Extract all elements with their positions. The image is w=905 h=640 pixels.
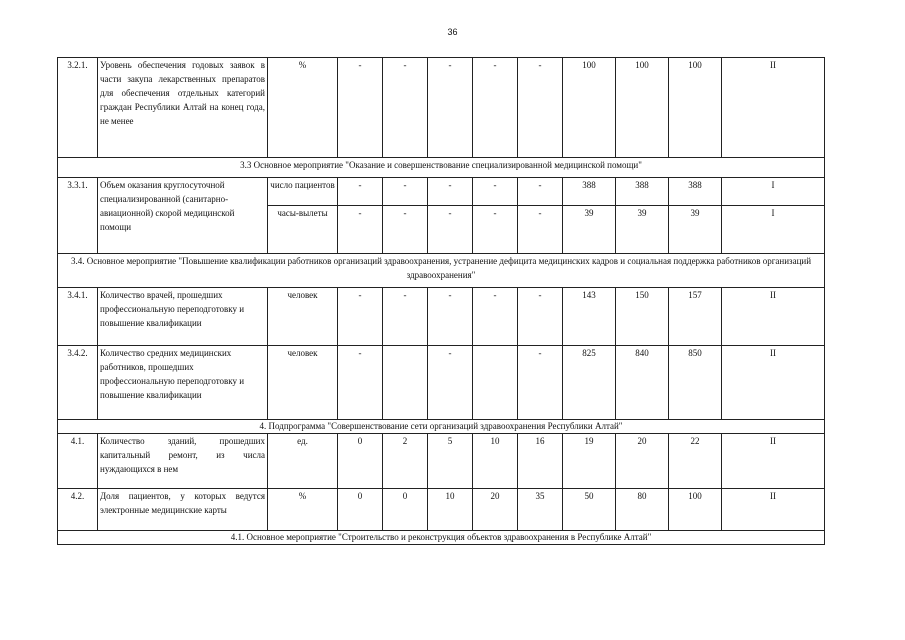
- priority-cell: I: [722, 206, 825, 254]
- unit-cell: часы-вылеты: [268, 206, 338, 254]
- value-cell: 100: [616, 58, 669, 158]
- unit-cell: человек: [268, 346, 338, 420]
- unit-cell: человек: [268, 288, 338, 346]
- value-cell: -: [383, 58, 428, 158]
- value-cell: -: [473, 206, 518, 254]
- value-cell: -: [473, 58, 518, 158]
- value-cell: 100: [669, 488, 722, 530]
- value-cell: 0: [338, 488, 383, 530]
- section-row: [58, 420, 825, 434]
- unit-cell: число пациентов: [268, 178, 338, 206]
- value-cell: 143: [563, 288, 616, 346]
- priority-cell: II: [722, 346, 825, 420]
- value-cell: 80: [616, 488, 669, 530]
- value-cell: 35: [518, 488, 563, 530]
- value-cell: 150: [616, 288, 669, 346]
- value-cell: -: [338, 288, 383, 346]
- value-cell: -: [473, 178, 518, 206]
- value-cell: 388: [616, 178, 669, 206]
- value-cell: [473, 346, 518, 420]
- value-cell: 10: [473, 433, 518, 488]
- value-cell: 10: [428, 488, 473, 530]
- section-row: [58, 530, 825, 544]
- value-cell: -: [518, 346, 563, 420]
- value-cell: 20: [473, 488, 518, 530]
- value-cell: 39: [563, 206, 616, 254]
- row-number: 3.4.1.: [58, 288, 98, 346]
- value-cell: -: [428, 288, 473, 346]
- value-cell: 19: [563, 433, 616, 488]
- value-cell: -: [338, 178, 383, 206]
- priority-cell: II: [722, 433, 825, 488]
- section-title: 3.3 Основное мероприятие "Оказание и совершенствование специализированной медицинской помощи": [58, 158, 825, 178]
- value-cell: 825: [563, 346, 616, 420]
- value-cell: 100: [669, 58, 722, 158]
- priority-cell: II: [722, 488, 825, 530]
- unit-cell: %: [268, 58, 338, 158]
- value-cell: -: [383, 206, 428, 254]
- value-cell: 850: [669, 346, 722, 420]
- section-row: [58, 254, 825, 288]
- value-cell: 5: [428, 433, 473, 488]
- row-number: 3.2.1.: [58, 58, 98, 158]
- value-cell: -: [338, 58, 383, 158]
- value-cell: 39: [616, 206, 669, 254]
- indicators-table: [57, 57, 825, 545]
- value-cell: 2: [383, 433, 428, 488]
- priority-cell: II: [722, 288, 825, 346]
- row-number: 4.2.: [58, 488, 98, 530]
- value-cell: 39: [669, 206, 722, 254]
- value-cell: -: [518, 178, 563, 206]
- indicator-name: Количество зданий, прошедших капитальный ремонт, из числа нуждающихся в нем: [98, 433, 268, 488]
- value-cell: 388: [669, 178, 722, 206]
- value-cell: 16: [518, 433, 563, 488]
- row-number: 4.1.: [58, 433, 98, 488]
- value-cell: -: [428, 58, 473, 158]
- value-cell: 0: [338, 433, 383, 488]
- table-row: [58, 346, 825, 420]
- section-title: 4. Подпрограмма "Совершенствование сети организаций здравоохранения Республики Алтай": [58, 420, 825, 434]
- table-row: [58, 488, 825, 530]
- section-title: 3.4. Основное мероприятие "Повышение квалификации работников организаций здравоохранения, устранение дефицита медицинских кадров и социальная поддержка работников организаций здравоохранения": [58, 254, 825, 288]
- page-number: 36: [447, 27, 458, 37]
- value-cell: -: [383, 288, 428, 346]
- table-row: [58, 433, 825, 488]
- row-number: 3.4.2.: [58, 346, 98, 420]
- indicator-name: Уровень обеспечения годовых заявок в части закупа лекарственных препаратов для обеспечения отдельных категорий граждан Республики Алтай на конец года, не менее: [98, 58, 268, 158]
- value-cell: -: [383, 178, 428, 206]
- priority-cell: II: [722, 58, 825, 158]
- row-number: 3.3.1.: [58, 178, 98, 254]
- value-cell: 840: [616, 346, 669, 420]
- value-cell: 20: [616, 433, 669, 488]
- priority-cell: I: [722, 178, 825, 206]
- section-title: 4.1. Основное мероприятие "Строительство и реконструкция объектов здравоохранения в Республике Алтай": [58, 530, 825, 544]
- value-cell: 388: [563, 178, 616, 206]
- section-row: [58, 158, 825, 178]
- value-cell: -: [518, 58, 563, 158]
- value-cell: [383, 346, 428, 420]
- value-cell: 157: [669, 288, 722, 346]
- value-cell: -: [518, 206, 563, 254]
- indicator-name: Объем оказания круглосуточной специализированной (санитарно-авиационной) скорой медицинской помощи: [98, 178, 268, 254]
- table-row: [58, 178, 825, 206]
- unit-cell: %: [268, 488, 338, 530]
- value-cell: 100: [563, 58, 616, 158]
- indicator-name: Доля пациентов, у которых ведутся электронные медицинские карты: [98, 488, 268, 530]
- value-cell: -: [428, 346, 473, 420]
- value-cell: 50: [563, 488, 616, 530]
- value-cell: 22: [669, 433, 722, 488]
- value-cell: -: [338, 206, 383, 254]
- value-cell: -: [338, 346, 383, 420]
- value-cell: 0: [383, 488, 428, 530]
- table-row: [58, 288, 825, 346]
- indicator-name: Количество средних медицинских работников, прошедших профессиональную переподготовку и повышение квалификации: [98, 346, 268, 420]
- value-cell: -: [428, 178, 473, 206]
- unit-cell: ед.: [268, 433, 338, 488]
- indicator-name: Количество врачей, прошедших профессиональную переподготовку и повышение квалификации: [98, 288, 268, 346]
- value-cell: -: [473, 288, 518, 346]
- value-cell: -: [518, 288, 563, 346]
- table-row: [58, 58, 825, 158]
- value-cell: -: [428, 206, 473, 254]
